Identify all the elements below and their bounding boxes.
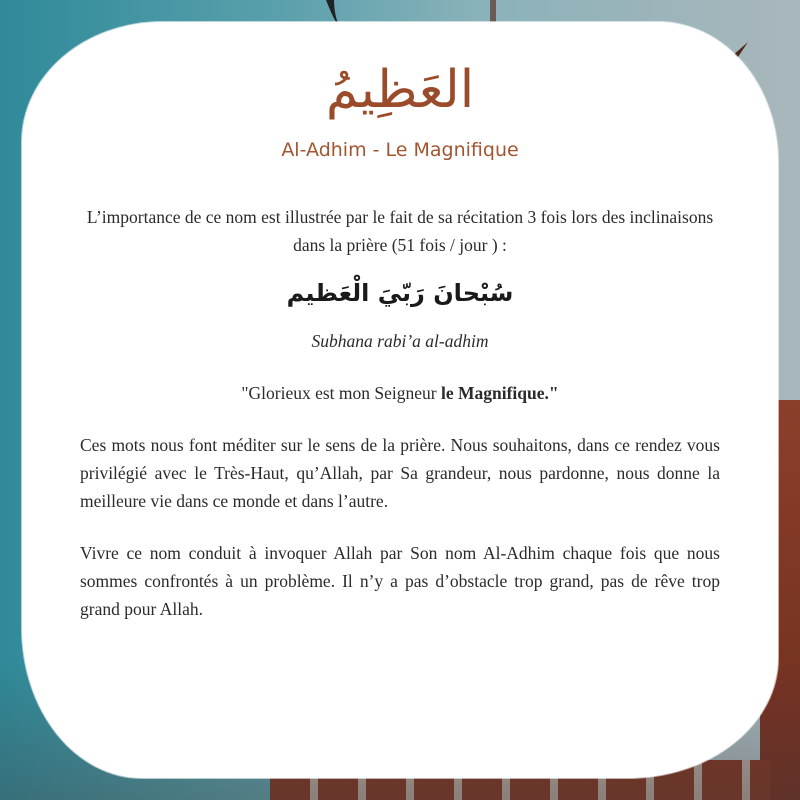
translation-quote xyxy=(80,379,720,407)
content-area xyxy=(80,55,720,623)
intro-text: L’importance de ce nom est illustrée par le fait de sa récitation 3 fois lors des inclinaisons dans la prière (51 fois / jour ) : xyxy=(86,206,714,255)
latin-name-subtitle: Al-Adhim - Le Magnifique xyxy=(281,138,519,161)
paragraph-meditation: Ces mots nous font méditer sur le sens de la prière. Nous souhaitons, dans ce rendez vous privilégié avec le Très-Haut, qu’Allah, par Sa grandeur, nous pardonne, nous donne la meilleure vie dans ce monde et dans l’autre. xyxy=(80,434,720,511)
arabic-name-title: العَظِيمُ xyxy=(325,60,475,120)
quote-start: "Glorieux est mon Seigneur xyxy=(241,382,441,403)
arabic-invocation: سُبْحانَ رَبّيَ الْعَظيم xyxy=(286,278,514,307)
transliteration: Subhana rabi’a al-adhim xyxy=(311,330,489,351)
quote-bold: le Magnifique." xyxy=(440,382,559,403)
paragraph-invocation: Vivre ce nom conduit à invoquer Allah par Son nom Al-Adhim chaque fois que nous sommes confrontés à un problème. Il n’y a pas d’obstacle trop grand, pas de rêve trop grand pour Allah. xyxy=(80,542,720,619)
